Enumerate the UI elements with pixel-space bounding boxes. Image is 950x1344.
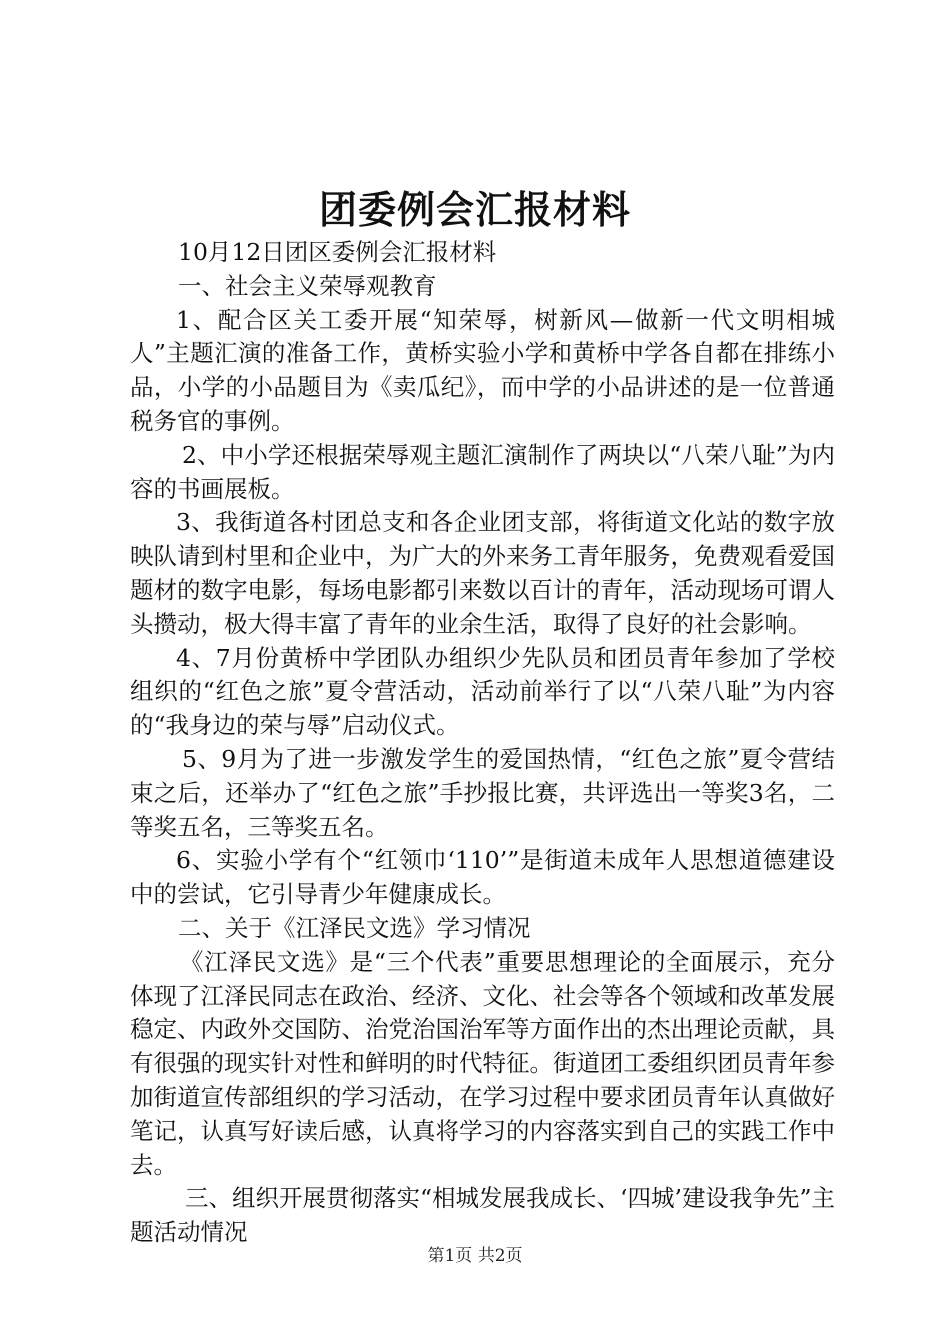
paragraph-item-4: 4、7月份黄桥中学团队办组织少先队员和团员青年参加了学校组织的“红色之旅”夏令营活动，活动前举行了以“八荣八耻”为内容的“我身边的荣与辱”启动仪式。 <box>130 643 835 740</box>
paragraph-item-6: 6、实验小学有个“红领巾‘110’”是街道未成年人思想道德建设中的尝试，它引导青少年健康成长。 <box>130 846 835 909</box>
paragraph-item-5: 5、9月为了进一步激发学生的爱国热情，“红色之旅”夏令营结束之后，还举办了“红色之旅”手抄报比赛，共评选出一等奖3名，二等奖五名，三等奖五名。 <box>130 744 835 841</box>
section-heading-1: 一、社会主义荣辱观教育 <box>178 271 437 300</box>
page-footer: 第1页 共2页 <box>427 1246 523 1266</box>
document-title: 团委例会汇报材料 <box>318 187 631 232</box>
paragraph-item-3: 3、我街道各村团总支和各企业团支部，将街道文化站的数字放映队请到村里和企业中，为广大的外来务工青年服务，免费观看爱国题材的数字电影，每场电影都引来数以百计的青年，活动现场可谓人头攒动，极大得丰富了青年的业余生活，取得了良好的社会影响。 <box>130 508 835 638</box>
paragraph-item-2: 2、中小学还根据荣辱观主题汇演制作了两块以“八荣八耻”为内容的书画展板。 <box>130 440 835 503</box>
section-heading-2: 二、关于《江泽民文选》学习情况 <box>178 913 531 942</box>
section-heading-3: 三、组织开展贯彻落实“相城发展我成长、‘四城’建设我争先”主题活动情况 <box>130 1184 835 1247</box>
paragraph-wenxuan: 《江泽民文选》是“三个代表”重要思想理论的全面展示，充分体现了江泽民同志在政治、经济、文化、社会等各个领域和改革发展稳定、内政外交国防、治党治国治军等方面作出的杰出理论贡献，具有很强的现实针对性和鲜明的时代特征。街道团工委组织团员青年参加街道宣传部组织的学习活动，在学习过程中要求团员青年认真做好笔记，认真写好读后感，认真将学习的内容落实到自己的实践工作中去。 <box>130 947 835 1179</box>
document-body <box>130 236 835 1250</box>
paragraph-item-1: 1、配合区关工委开展“知荣辱，树新风—做新一代文明相城人”主题汇演的准备工作，黄桥实验小学和黄桥中学各自都在排练小品，小学的小品题目为《卖瓜纪》，而中学的小品讲述的是一位普通税务官的事例。 <box>130 305 835 435</box>
paragraph-date-heading: 10月12日团区委例会汇报材料 <box>178 238 497 266</box>
